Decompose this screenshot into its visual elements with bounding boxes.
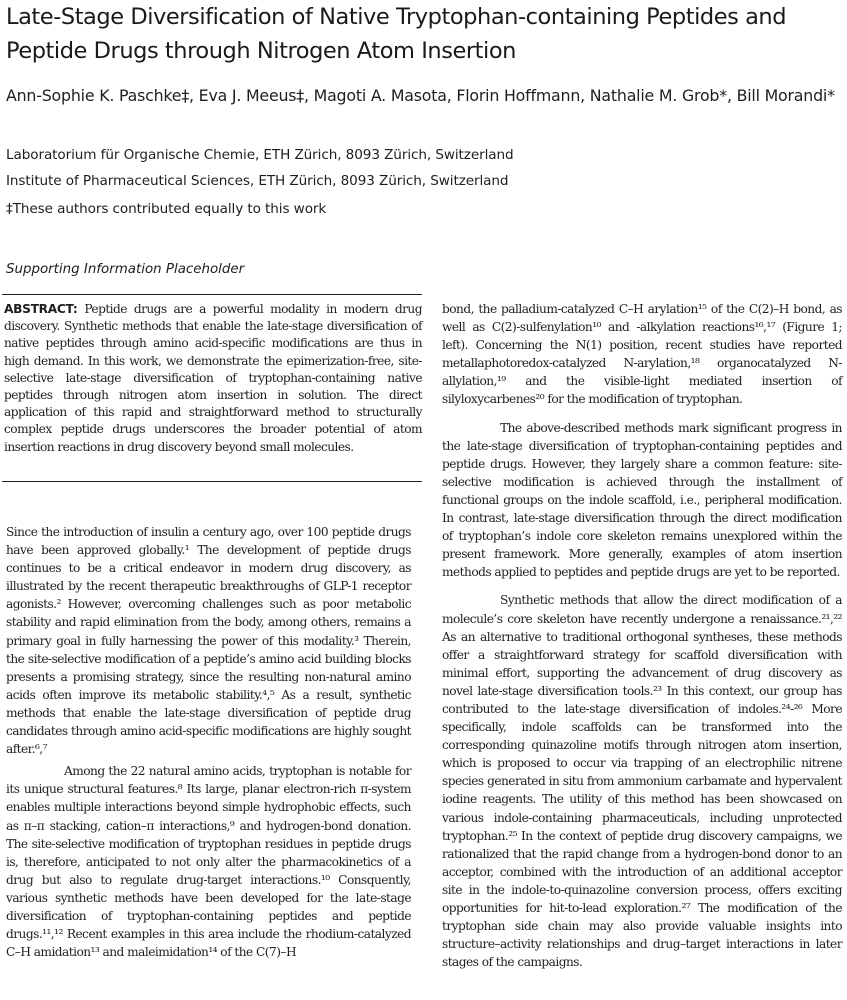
author-list: Ann-Sophie K. Paschke‡, Eva J. Meeus‡, Magoti A. Masota, Florin Hoffmann, Nathalie M. Grob*, Bill Morandi* <box>6 86 835 105</box>
abstract-label: ABSTRACT: <box>4 302 78 316</box>
affiliation-1: Laboratorium für Organische Chemie, ETH Zürich, 8093 Zürich, Switzerland <box>6 147 514 163</box>
body-paragraph: The above-described methods mark significant progress in the late-stage diversification of tryptophan-containing peptides and peptide drugs. However, they largely share a common feature: site-selective modification is achieved through the installment of functional groups on the indole scaffold, i.e., peripheral modification. In contrast, late-stage diversification through the direct modification of tryptophan’s indole core skeleton remains unexplored within the present framework. More generally, examples of atom insertion methods applied to peptides and peptide drugs are yet to be reported. <box>442 420 842 580</box>
abstract-box <box>2 294 422 482</box>
right-column <box>442 300 842 971</box>
body-paragraph: Since the introduction of insulin a century ago, over 100 peptide drugs have been approved globally.¹ The development of peptide drugs continues to be a critical endeavor in modern drug discovery, as illustrated by the recent therapeutic breakthroughs of GLP-1 receptor agonists.² However, overcoming challenges such as poor metabolic stability and rapid elimination from the body, among others, remains a primary goal in fully harnessing the power of this modality.³ Therein, the site-selective modification of a peptide’s amino acid building blocks presents a promising strategy, since the resulting non-natural amino acids often improve its metabolic stability.⁴,⁵ As a result, synthetic methods that enable the late-stage diversification of peptide drug candidates through amino acid-specific modifications are highly sought after.⁶,⁷ <box>6 525 411 757</box>
abstract-text <box>4 301 422 456</box>
equal-contribution-note: ‡These authors contributed equally to this work <box>6 201 327 217</box>
supporting-info-placeholder: Supporting Information Placeholder <box>6 262 245 277</box>
affiliation-2: Institute of Pharmaceutical Sciences, ETH Zürich, 8093 Zürich, Switzerland <box>6 173 509 189</box>
body-paragraph: Among the 22 natural amino acids, tryptophan is notable for its unique structural features.⁸ Its large, planar electron-rich π-system enables multiple interactions beyond simple hydrophobic effects, such as π–π stacking, cation–π interactions,⁹ and hydrogen-bond donation. The site-selective modification of tryptophan residues in peptide drugs is, therefore, anticipated to not only alter the pharmacokinetics of a drug but also to regulate drug-target interactions.¹⁰ Consquently, various synthetic methods have been developed for the late-stage diversification of tryptophan-containing peptides and peptide drugs.¹¹,¹² Recent examples in this area include the rhodium-catalyzed C–H amidation¹³ and maleimidation¹⁴ of the C(7)–H <box>6 764 411 960</box>
body-paragraph: Synthetic methods that allow the direct modification of a molecule’s core skeleton have recently undergone a renaissance.²¹,²² As an alternative to traditional orthogonal syntheses, these methods offer a straightforward strategy for scaffold diversification with minimal effort, supporting the advancement of drug discovery as novel late-stage diversification tools.²³ In this context, our group has contributed to the late-stage diversification of indoles.²⁴-²⁶ More specifically, indole scaffolds can be transformed into the corresponding quinazoline motifs through nitrogen atom insertion, which is proposed to occur via trapping of an electrophilic nitrene species generated in situ from ammonium carbamate and hypervalent iodine reagents. The utility of this method has been showcased on various indole-containing pharmaceuticals, including unprotected tryptophan.²⁵ In the context of peptide drug discovery campaigns, we rationalized that the rapid change from a hydrogen-bond donor to an acceptor, combined with the introduction of an additional acceptor site in the indole-to-quinazoline conversion process, offers exciting opportunities for hit-to-lead exploration.²⁷ The modification of the tryptophan side chain may also provide valuable insights into structure–activity relationships and drug–target interactions in later stages of the campaigns. <box>442 593 842 970</box>
left-column <box>6 523 411 961</box>
paper-title: Late-Stage Diversification of Native Tryptophan-containing Peptides and Peptide Drugs through Nitrogen Atom Insertion <box>6 4 787 64</box>
body-paragraph: bond, the palladium-catalyzed C–H arylation¹⁵ of the C(2)–H bond, as well as C(2)-sulfenylation¹⁰ and -alkylation reactions¹⁶,¹⁷ (Figure 1; left). Concerning the N(1) position, recent studies have reported metallaphotoredox-catalyzed N-arylation,¹⁸ organocatalyzed N-allylation,¹⁹ and the visible-light mediated insertion of silyloxycarbenes²⁰ for the modification of tryptophan. <box>442 302 842 407</box>
abstract-body: Peptide drugs are a powerful modality in modern drug discovery. Synthetic methods that enable the late-stage diversification of native peptides through amino acid-specific modifications are thus in high demand. In this work, we demonstrate the epimerization-free, site-selective late-stage diversification of tryptophan-containing native peptides through nitrogen atom insertion in solution. The direct application of this rapid and straightforward method to structurally complex peptide drugs underscores the broader potential of atom insertion reactions in drug discovery beyond small molecules. <box>4 302 422 454</box>
